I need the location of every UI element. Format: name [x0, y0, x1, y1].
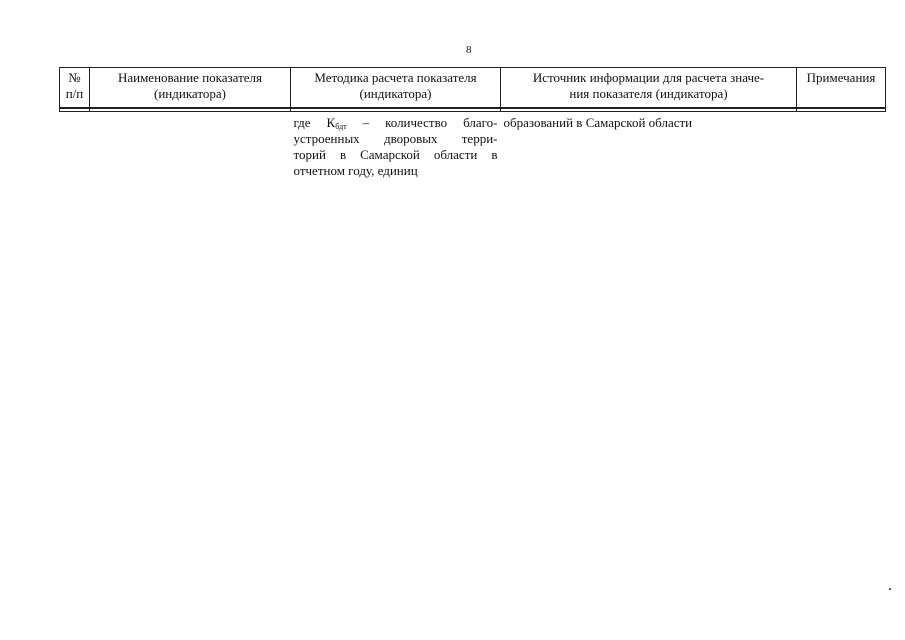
header-information-source — [501, 68, 797, 108]
header-information-source-line2: ния показателя (индикатора) — [569, 86, 728, 101]
cell-calculation-method — [291, 111, 501, 179]
header-notes-label: Примечания — [806, 70, 876, 85]
method-line-4: отчетном году, единиц — [293, 162, 418, 178]
header-information-source-line1: Источник информации для расчета значе- — [532, 70, 765, 85]
scan-speck — [889, 588, 891, 590]
table-row — [60, 111, 886, 179]
cell-indicator-name — [90, 111, 291, 179]
page-number: 8 — [466, 44, 472, 56]
cell-number — [60, 111, 90, 179]
header-notes — [797, 68, 886, 108]
header-calculation-method-line2: (индикатора) — [359, 86, 432, 101]
header-calculation-method-line1: Методика расчета показателя — [314, 70, 477, 85]
method-variable-subscript: бдт — [335, 121, 347, 131]
header-indicator-name-line1: Наименование показателя — [117, 70, 263, 85]
header-number — [60, 68, 90, 108]
method-line-2: устроенных дворовых терри- — [293, 130, 498, 146]
header-indicator-name-line2: (индикатора) — [154, 86, 226, 101]
method-line-3: торий в Самарской области в — [293, 146, 498, 162]
header-number-line2: п/п — [65, 86, 84, 101]
header-number-line1: № — [68, 70, 81, 85]
method-line-1-prefix: где К — [293, 114, 336, 130]
cell-notes — [797, 111, 886, 179]
cell-information-source — [501, 111, 797, 179]
table-header-row — [60, 68, 886, 108]
method-line-1 — [294, 115, 498, 131]
indicator-table — [59, 67, 886, 179]
source-line-1: образований в Самарской области — [503, 114, 693, 130]
method-line-1-suffix: – количество благо- — [346, 114, 498, 130]
header-indicator-name — [90, 68, 291, 108]
header-calculation-method — [291, 68, 501, 108]
